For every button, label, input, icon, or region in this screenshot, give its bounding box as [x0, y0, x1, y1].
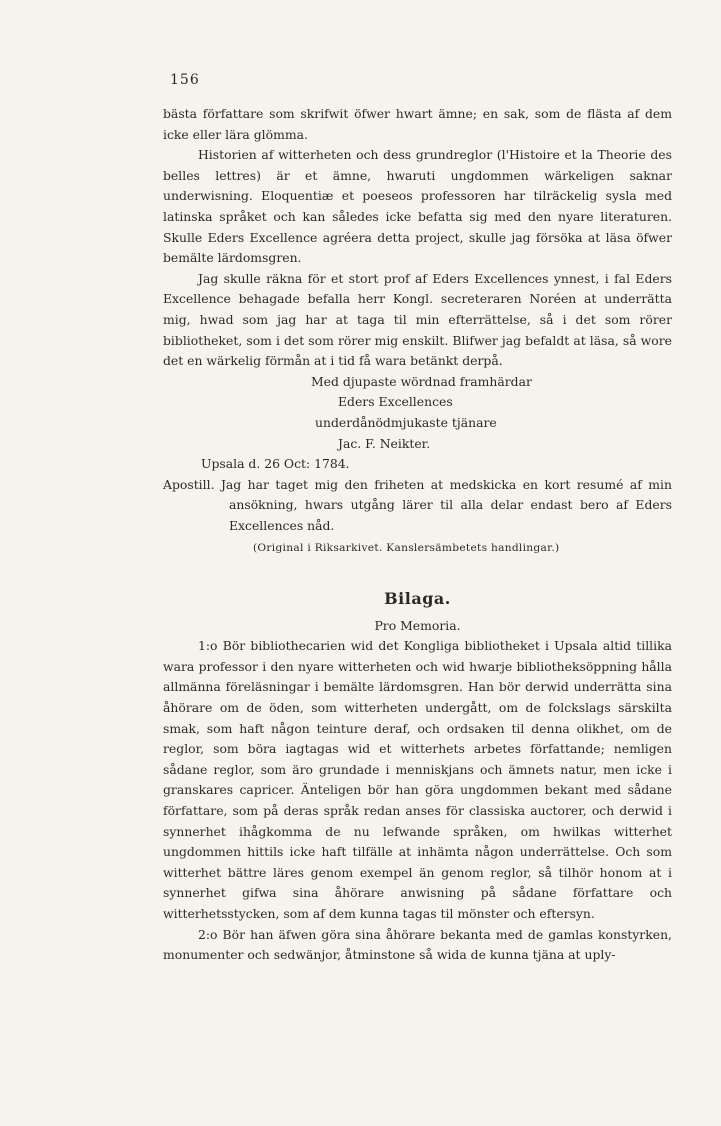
paragraph-3: Jag skulle räkna för et stort prof af Eders Excellences ynnest, i fal Eders Excellence behagade befalla herr Kongl. secreteraren Noréen at underrätta mig, hwad som jag har at taga til min efterrättelse, så i det som rörer bibliotheket, som i det som rörer mig enskilt. Blifwer jag befaldt at läsa, så wore det en wärkelig förmån at i tid få wara betänkt derpå.	[163, 270, 672, 369]
page-content	[163, 104, 672, 966]
closing-title: underdånödmjukaste tjänare	[315, 414, 497, 430]
dateline: Upsala d. 26 Oct: 1784.	[201, 456, 350, 472]
closing-addressee: Eders Excellences	[338, 394, 453, 410]
paragraph-2: Historien af witterheten och dess grundreglor (l'Histoire et la Theorie des belles lettres) är et ämne, hwaruti ungdommen wärkeligen saknar underwisning. Eloquentiæ et poeseos professoren har tilräckelig sysla med latinska språket och kan således icke befatta sig med den nyare literaturen. Skulle Eders Excellence agréera detta project, skulle jag försöka at läsa öfwer bemälte lärdomsgren.	[163, 147, 672, 266]
signature-name: Jac. F. Neikter.	[338, 435, 431, 451]
closing-line: Med djupaste wördnad framhärdar	[311, 373, 532, 389]
bilaga-paragraph-2: 2:o Bör han äfwen göra sina åhörare bekanta med de gamlas konstyrken, monumenter och sedwänjor, åtminstone så wida de kunna tjäna at uply-	[163, 926, 672, 963]
bilaga-paragraph-1: 1:o Bör bibliothecarien wid det Kongliga bibliotheket i Upsala altid tillika wara professor i den nyare witterheten och wid hwarje bibliotheksöppning hålla allmänna föreläsningar i bemälte lärdomsgren. Han bör derwid underrätta sina åhörare om de öden, som witterheten undergått, om de folckslags särskilta smak, som haft någon teinture deraf, och ordsaken til denna olikhet, om de reglor, som böra iagtagas wid et witterhets arbetes författande; nemligen sådane reglor, som äro grundade i menniskjans och ämnets natur, men icke i granskares capricer. Änteligen bör han göra ungdommen bekant med sådane författare, som på deras språk redan anses för classiska auctorer, och derwid i synnerhet ihågkomma de nu lefwande språken, om hwilkas witterhet ungdommen hittils icke haft tilfälle at inhämta någon underrättelse. Och som witterhet bättre läres genom exempel än genom reglor, så tilhör honom at i synnerhet gifwa sina åhörare anwisning på sådane författare och witterhetsstycken, som af dem kunna tagas til mönster och eftersyn.	[163, 638, 672, 921]
bilaga-heading: Bilaga.	[384, 589, 451, 609]
bilaga-subtitle: Pro Memoria.	[374, 617, 461, 633]
apostill: Apostill. Jag har taget mig den friheten at medskicka en kort resumé af min ansökning, hwars utgång lärer til alla delar endast bero af Eders Excellences nåd.	[163, 476, 672, 533]
paragraph-1: bästa författare som skrifwit öfwer hwart ämne; en sak, som de flästa af dem icke eller lära glömma.	[163, 106, 672, 142]
page-number: 156	[170, 72, 200, 88]
source-note: (Original i Riksarkivet. Kanslersämbetets handlingar.)	[253, 542, 560, 555]
